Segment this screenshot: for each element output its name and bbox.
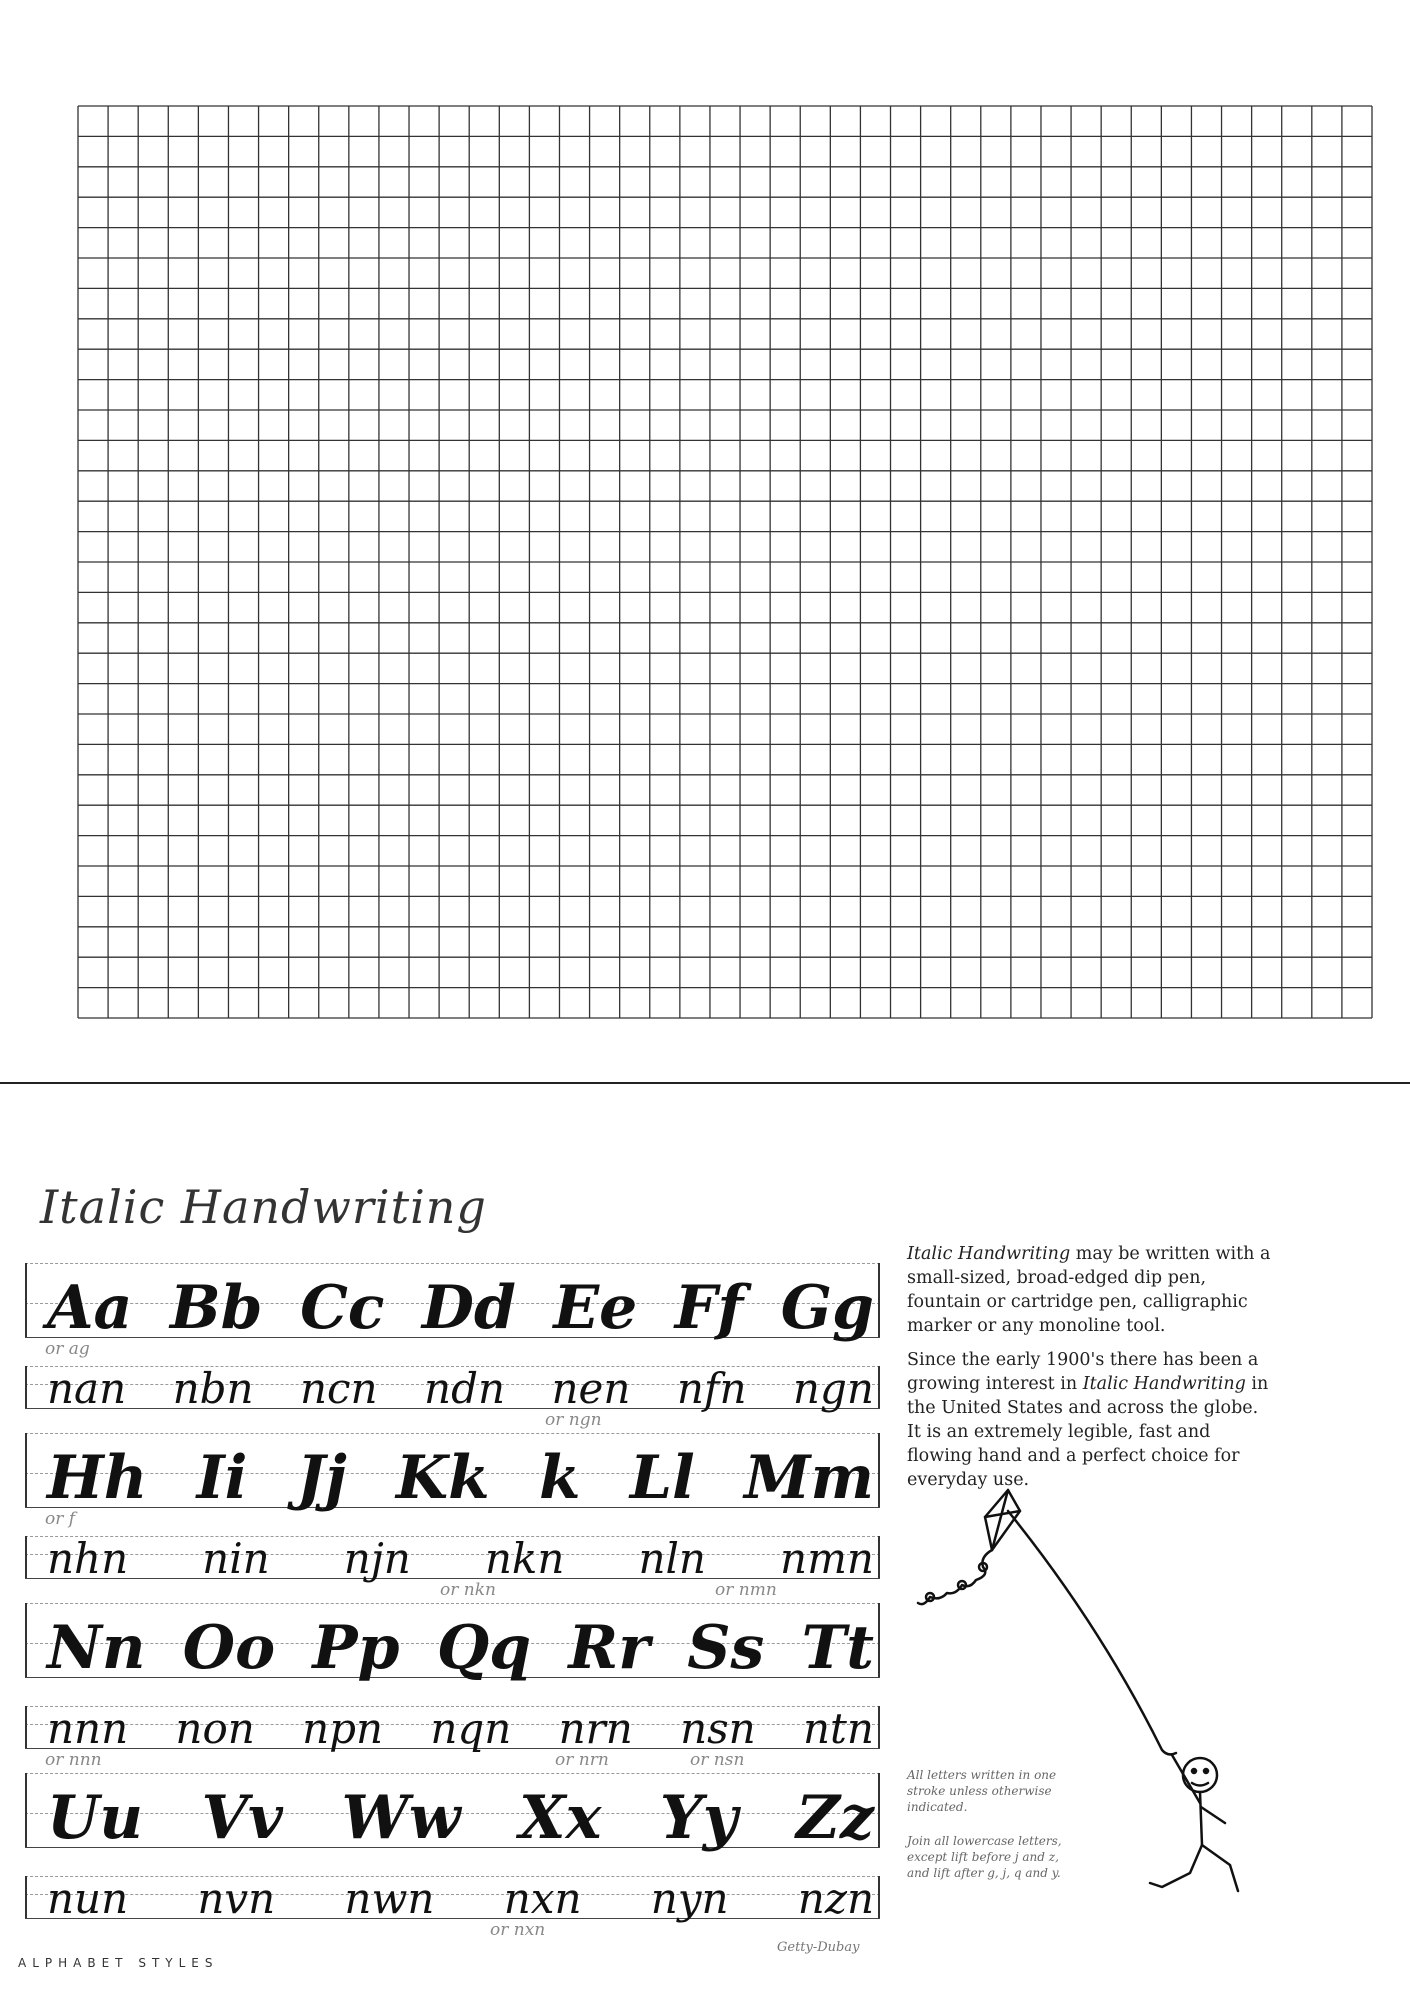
letter-sample: njn xyxy=(343,1534,411,1583)
letter-sample: Oo xyxy=(182,1613,276,1683)
alternate-form: or nsn xyxy=(690,1750,745,1770)
letter-sample: Cc xyxy=(300,1273,385,1343)
page-divider xyxy=(0,1082,1410,1084)
letter-sample: Zz xyxy=(796,1783,874,1853)
row-end-mark xyxy=(25,1876,27,1918)
alternate-form: or nkn xyxy=(440,1580,496,1600)
row-end-mark xyxy=(878,1263,880,1337)
letter-sample: Ee xyxy=(553,1273,638,1343)
letter-sample: ncn xyxy=(299,1364,378,1413)
letter-sample: Ll xyxy=(629,1443,695,1513)
letter-group xyxy=(47,1534,874,1583)
letter-sample: nsn xyxy=(680,1704,756,1753)
letter-sample: Gg xyxy=(780,1273,874,1343)
letter-sample: ntn xyxy=(802,1704,874,1753)
guide-line xyxy=(25,1603,880,1604)
description-emphasis: Italic Handwriting xyxy=(907,1244,1071,1264)
letter-group xyxy=(47,1783,874,1853)
letter-sample: nun xyxy=(47,1874,129,1923)
credit-text: Getty-Dubay xyxy=(777,1940,860,1955)
alternate-form: or nxn xyxy=(490,1920,546,1940)
letter-sample: Bb xyxy=(169,1273,263,1343)
child-figure-icon xyxy=(1150,1755,1238,1891)
letter-sample: nyn xyxy=(650,1874,729,1923)
alternate-form: or nnn xyxy=(45,1750,102,1770)
guide-line xyxy=(25,1433,880,1434)
guide-line xyxy=(25,1773,880,1774)
letter-sample: nmn xyxy=(780,1534,874,1583)
letter-sample: Uu xyxy=(47,1783,143,1853)
letter-sample: nqn xyxy=(430,1704,512,1753)
row-end-mark xyxy=(25,1263,27,1337)
letter-sample: nen xyxy=(551,1364,631,1413)
row-end-mark xyxy=(878,1433,880,1507)
letter-sample: nbn xyxy=(172,1364,254,1413)
capital-practice-row xyxy=(25,1255,880,1360)
letter-sample: Ww xyxy=(341,1783,461,1853)
letter-group xyxy=(47,1874,874,1923)
description-paragraph-2 xyxy=(907,1348,1277,1492)
description-paragraph-1 xyxy=(907,1242,1277,1338)
letter-sample: Mm xyxy=(744,1443,874,1513)
description-text: may be written with a small-sized, broad-edged dip pen, fountain or cartridge pen, calligraphic marker or any monoline tool. xyxy=(907,1244,1271,1336)
letter-sample: Dd xyxy=(421,1273,516,1343)
letter-sample: Yy xyxy=(659,1783,738,1853)
row-end-mark xyxy=(878,1706,880,1748)
letter-sample: Tt xyxy=(801,1613,874,1683)
letter-group xyxy=(47,1364,874,1413)
description-text: in the United States and across the globe. It is an extremely legible, fast and flowing hand and a perfect choice for everyday use. xyxy=(907,1374,1269,1490)
letter-sample: nzn xyxy=(797,1874,874,1923)
lowercase-join-row xyxy=(25,1700,880,1770)
letter-sample: Qq xyxy=(436,1613,532,1683)
letter-sample: Ii xyxy=(196,1443,248,1513)
row-end-mark xyxy=(878,1366,880,1408)
letter-sample: Nn xyxy=(47,1613,146,1683)
description-emphasis: Italic Handwriting xyxy=(1082,1374,1246,1394)
row-end-mark xyxy=(25,1433,27,1507)
notes-block xyxy=(907,1767,1082,1899)
capital-practice-row xyxy=(25,1595,880,1700)
letter-sample: nhn xyxy=(47,1534,129,1583)
letter-sample: nwn xyxy=(344,1874,435,1923)
alternate-form: or ngn xyxy=(545,1410,602,1430)
letter-sample: Aa xyxy=(47,1273,133,1343)
kite-tail-icon xyxy=(918,1550,992,1604)
letter-sample: non xyxy=(175,1704,255,1753)
alternate-form: or nmn xyxy=(715,1580,777,1600)
alternate-form: or nrn xyxy=(555,1750,609,1770)
kite-string xyxy=(1008,1511,1176,1754)
letter-sample: Vv xyxy=(201,1783,283,1853)
letter-sample: Hh xyxy=(47,1443,148,1513)
capital-practice-row xyxy=(25,1425,880,1530)
row-end-mark xyxy=(878,1603,880,1677)
letter-sample: nrn xyxy=(558,1704,633,1753)
alternate-form: or ag xyxy=(45,1339,90,1359)
letter-sample: nin xyxy=(202,1534,270,1583)
letter-sample: nan xyxy=(47,1364,127,1413)
letter-group xyxy=(47,1443,874,1513)
row-end-mark xyxy=(878,1876,880,1918)
row-end-mark xyxy=(878,1773,880,1847)
letter-practice-sheet xyxy=(25,1255,880,1940)
letter-group xyxy=(47,1273,874,1343)
lowercase-join-row xyxy=(25,1870,880,1940)
letter-sample: Kk xyxy=(396,1443,490,1513)
letter-sample: nxn xyxy=(503,1874,582,1923)
letter-sample: ngn xyxy=(792,1364,874,1413)
row-end-mark xyxy=(25,1773,27,1847)
note-joins: Join all lowercase letters, except lift before j and z, and lift after g, j, q and y. xyxy=(907,1834,1062,1880)
description-text: Since the early 1900's there has been a growing interest in xyxy=(907,1350,1259,1394)
page-title: Italic Handwriting xyxy=(40,1180,487,1234)
row-end-mark xyxy=(25,1603,27,1677)
lowercase-join-row xyxy=(25,1530,880,1600)
capital-practice-row xyxy=(25,1765,880,1870)
letter-sample: nfn xyxy=(676,1364,747,1413)
letter-group xyxy=(47,1613,874,1683)
letter-sample: k xyxy=(539,1443,581,1513)
letter-group xyxy=(47,1704,874,1753)
letter-sample: nln xyxy=(638,1534,706,1583)
row-end-mark xyxy=(878,1536,880,1578)
note-one-stroke: All letters written in one stroke unless otherwise indicated. xyxy=(907,1768,1057,1814)
letter-sample: nkn xyxy=(484,1534,565,1583)
letter-sample: Xx xyxy=(519,1783,602,1853)
row-end-mark xyxy=(25,1366,27,1408)
row-end-mark xyxy=(25,1706,27,1748)
letter-sample: npn xyxy=(302,1704,384,1753)
letter-sample: nnn xyxy=(47,1704,129,1753)
lowercase-join-row xyxy=(25,1360,880,1430)
letter-sample: Ss xyxy=(687,1613,765,1683)
guide-line xyxy=(25,1263,880,1264)
row-end-mark xyxy=(25,1536,27,1578)
letter-sample: Rr xyxy=(568,1613,650,1683)
letter-sample: Jj xyxy=(296,1443,347,1513)
letter-sample: Ff xyxy=(674,1273,744,1343)
letter-sample: ndn xyxy=(424,1364,506,1413)
footer-label: ALPHABET STYLES xyxy=(18,1956,219,1970)
alternate-form: or f xyxy=(45,1509,76,1529)
letter-sample: nvn xyxy=(197,1874,276,1923)
letter-sample: Pp xyxy=(312,1613,400,1683)
description-block xyxy=(907,1242,1277,1502)
